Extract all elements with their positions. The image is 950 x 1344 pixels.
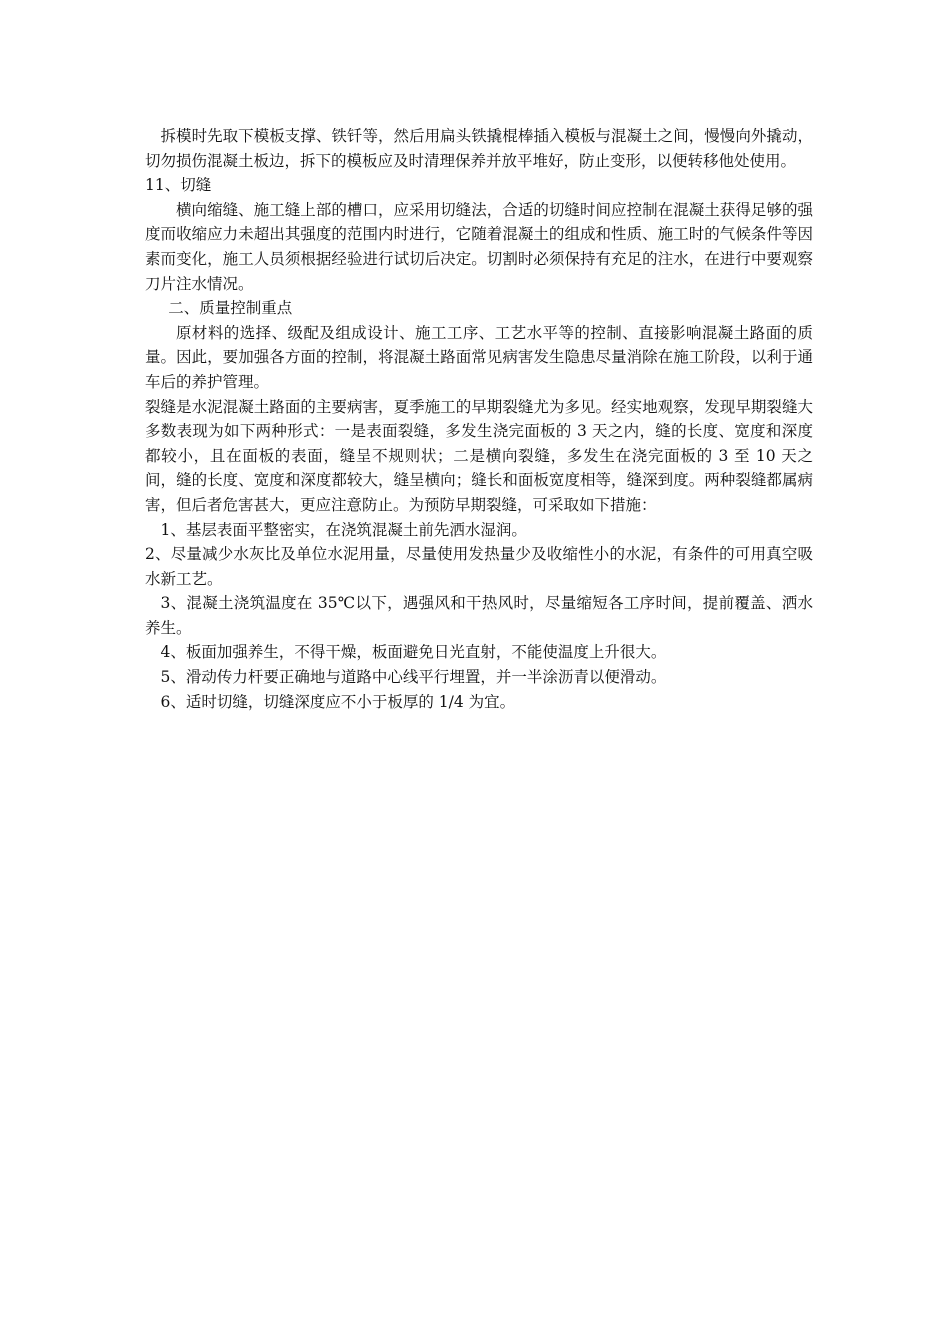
measure-item-6: 6、适时切缝，切缝深度应不小于板厚的 1/4 为宜。 — [160, 692, 516, 711]
measure-item-4: 4、板面加强养生，不得干燥，板面避免日光直射，不能使温度上升很大。 — [160, 643, 667, 662]
document-body — [145, 124, 813, 714]
paragraph-cutting-joints: 横向缩缝、施工缝上部的槽口，应采用切缝法，合适的切缝时间应控制在混凝土获得足够的强度而收缩应力未超出其强度的范围内时进行，它随着混凝土的组成和性质、施工时的气候条件等因素而变化，施工人员须根据经验进行试切后决定。切割时必须保持有充足的注水，在进行中要观察刀片注水情况。 — [145, 200, 813, 293]
heading-cutting-joints: 11、切缝 — [145, 176, 212, 195]
measure-item-3: 3、混凝土浇筑温度在 35℃以下，遇强风和干热风时，尽量缩短各工序时间，提前覆盖、洒水养生。 — [145, 594, 813, 637]
paragraph-cracks: 裂缝是水泥混凝土路面的主要病害，夏季施工的早期裂缝尤为多见。经实地观察，发现早期裂缝大多数表现为如下两种形式：一是表面裂缝，多发生浇完面板的 3 天之内，缝的长度、宽度和深度都较小，且在面板的表面，缝呈不规则状；二是横向裂缝，多发生在浇完面板的 3 至 10 天之间，缝的长度、宽度和深度都较大，缝呈横向；缝长和面板宽度相等，缝深到度。两种裂缝都属病害，但后者危害甚大，更应注意防止。为预防早期裂缝，可采取如下措施： — [145, 397, 813, 514]
paragraph-formwork-removal: 拆模时先取下模板支撑、铁钎等，然后用扁头铁撬棍棒插入模板与混凝土之间，慢慢向外撬动，切勿损伤混凝土板边，拆下的模板应及时清理保养并放平堆好，防止变形，以便转移他处使用。 — [145, 127, 813, 170]
measure-item-5: 5、滑动传力杆要正确地与道路中心线平行埋置，并一半涂沥青以便滑动。 — [160, 668, 667, 687]
measure-item-1: 1、基层表面平整密实，在浇筑混凝土前先洒水湿润。 — [160, 520, 527, 539]
heading-quality-control: 二、质量控制重点 — [168, 299, 293, 318]
measure-item-2: 2、尽量减少水灰比及单位水泥用量，尽量使用发热量少及收缩性小的水泥，有条件的可用真空吸水新工艺。 — [145, 545, 813, 588]
paragraph-quality-control: 原材料的选择、级配及组成设计、施工工序、工艺水平等的控制、直接影响混凝土路面的质量。因此，要加强各方面的控制，将混凝土路面常见病害发生隐患尽量消除在施工阶段，以利于通车后的养护管理。 — [145, 323, 813, 391]
